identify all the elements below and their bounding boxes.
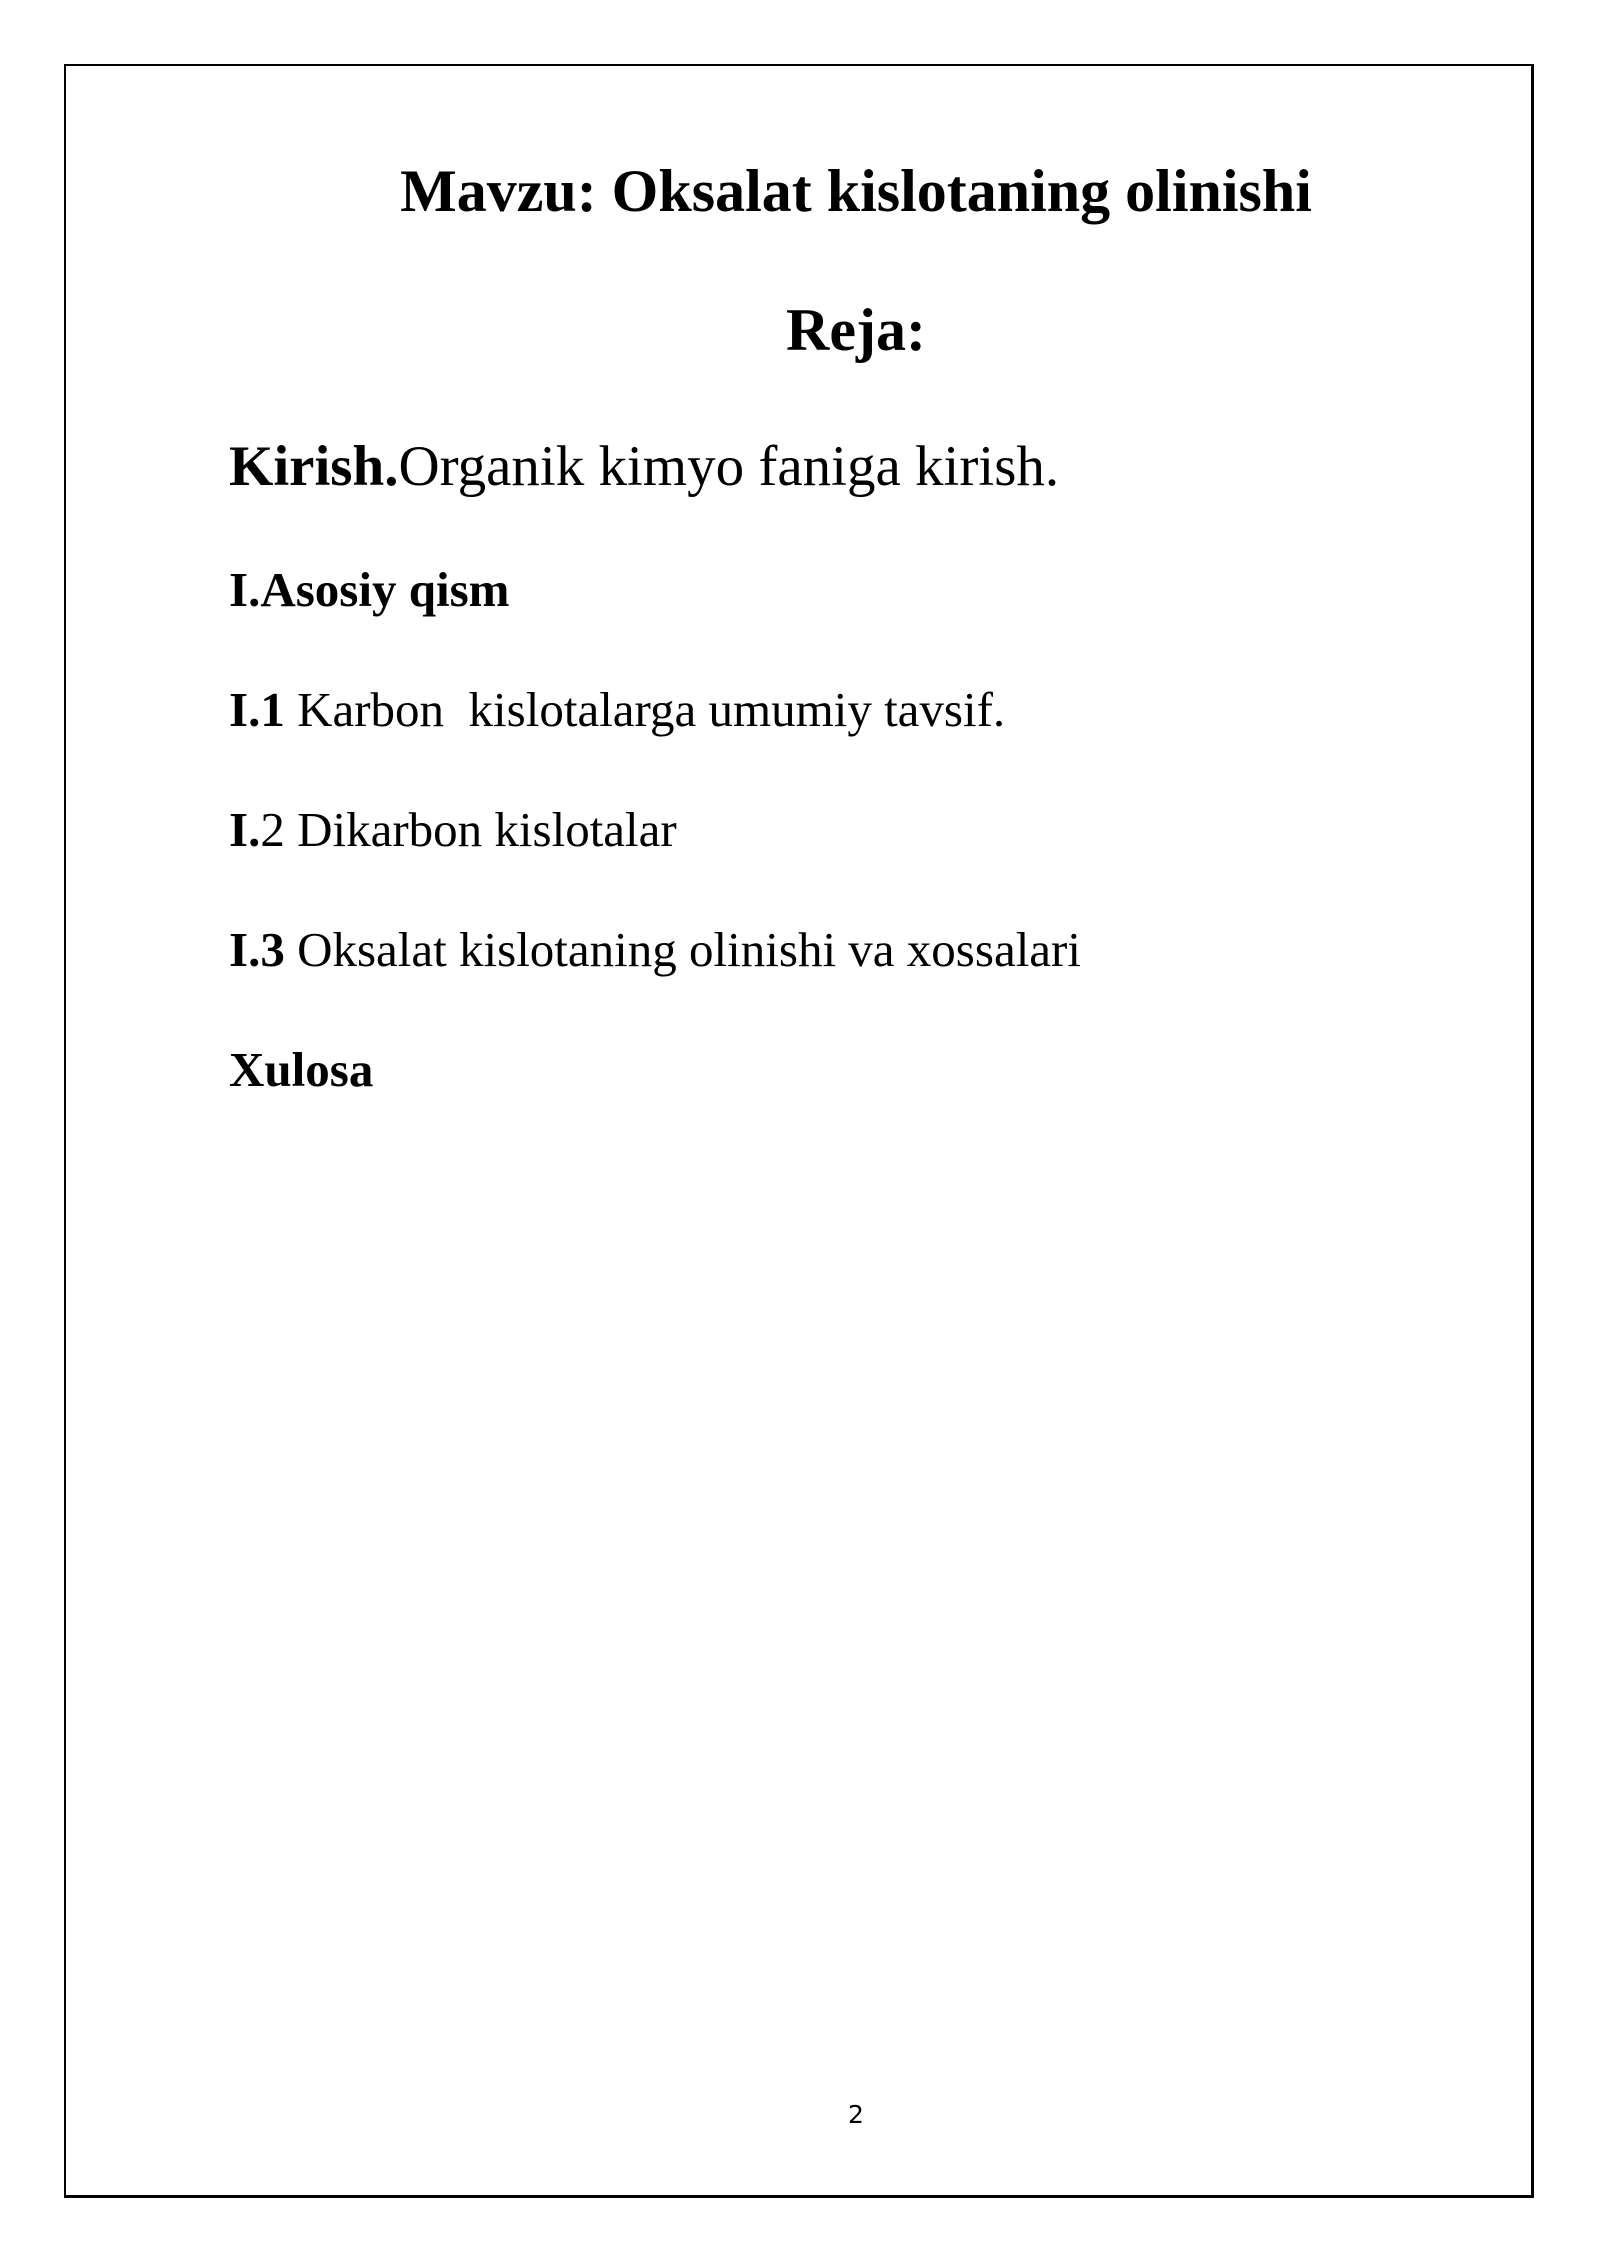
- plan-item-main-part: [229, 560, 509, 620]
- plan-item-1-1: [229, 680, 1005, 740]
- page-border: [64, 64, 1534, 2198]
- plan-item-label: I.Asosiy qism: [229, 562, 510, 617]
- plan-heading: Reja:: [786, 297, 926, 363]
- plan-item-label: Xulosa: [229, 1042, 374, 1097]
- document-title: Mavzu: Oksalat kislotaning olinishi: [400, 158, 1312, 224]
- plan-item-label: Kirish.: [229, 435, 399, 498]
- plan-item-text: Organik kimyo faniga kirish.: [398, 435, 1060, 498]
- plan-item-introduction: [229, 432, 1059, 502]
- plan-item-label: I.3: [229, 922, 285, 977]
- page-number: 2: [848, 2100, 864, 2129]
- plan-item-label: I.1: [229, 682, 285, 737]
- plan-item-label: I.: [229, 802, 261, 857]
- plan-item-1-2: [229, 800, 677, 860]
- plan-item-1-3: [229, 920, 1081, 980]
- plan-item-text: Oksalat kislotaning olinishi va xossalari: [284, 922, 1081, 977]
- plan-item-text: 2 Dikarbon kislotalar: [260, 802, 677, 857]
- plan-item-conclusion: [229, 1040, 373, 1100]
- plan-item-text: Karbon kislotalarga umumiy tavsif.: [284, 682, 1006, 737]
